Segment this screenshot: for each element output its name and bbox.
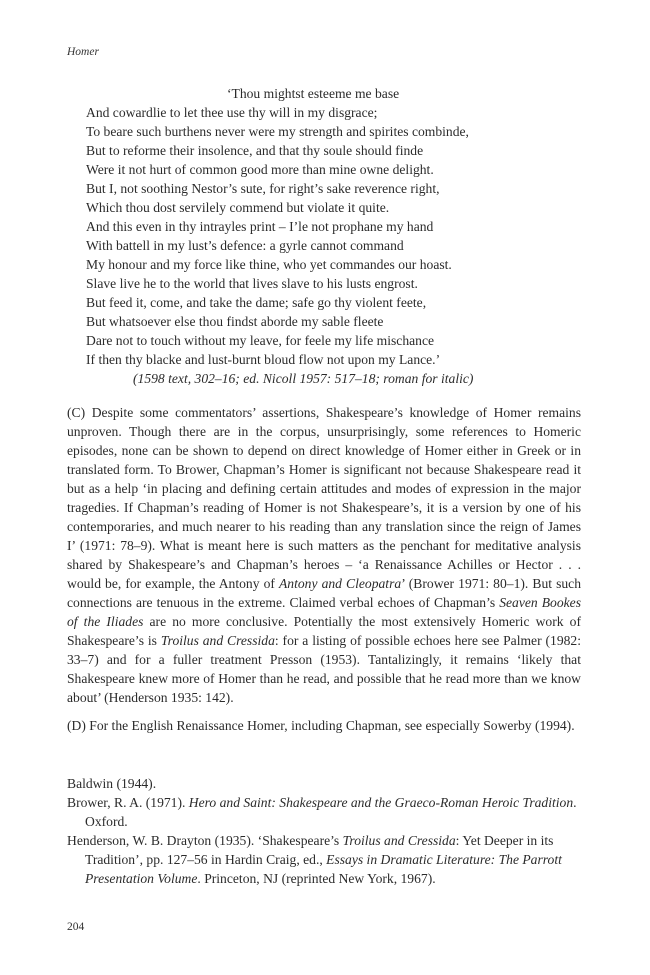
reference-henderson	[67, 831, 581, 888]
reference-text: Brower, R. A. (1971).	[67, 795, 189, 810]
title-seaven-bookes: Seaven Bookes of the Iliades	[67, 595, 581, 629]
verse-line: But I, not soothing Nestor’s sute, for right’s sake reverence right,	[86, 181, 440, 196]
verse-line: To beare such burthens never were my strength and spirites combinde,	[86, 124, 469, 139]
paragraph-c-text: : for a listing of possible echoes here see Palmer (1982: 33–7) and for a fuller treatment Presson (1953). Tantalizingly, it remains ‘likely that Shakespeare knew more of Homer than he read, and possible that he read more than we know about’ (Henderson 1935: 142).	[67, 633, 581, 705]
reference-list	[67, 774, 581, 888]
paragraph-c-text: are no more conclusive. Potentially the most extensively Homeric work of Shakespeare’s is	[67, 614, 581, 648]
reference-title: Troilus and Cressida	[342, 833, 456, 848]
verse-line: My honour and my force like thine, who yet commandes our hoast.	[86, 257, 452, 272]
verse-line: Dare not to touch without my leave, for feele my life mischance	[86, 333, 435, 348]
verse-citation: (1598 text, 302–16; ed. Nicoll 1957: 517–18; roman for italic)	[133, 371, 474, 386]
verse-line: ‘Thou mightst esteeme me base	[227, 86, 400, 101]
verse-line: But whatsoever else thou findst aborde my sable fleete	[86, 314, 384, 329]
page-number: 204	[67, 921, 85, 933]
reference-title: Essays in Dramatic Literature: The Parrott Presentation Volume	[85, 852, 562, 886]
verse-line: But feed it, come, and take the dame; safe go thy violent feete,	[86, 295, 427, 310]
running-head: Homer	[67, 46, 99, 58]
title-troilus-and-cressida: Troilus and Cressida	[160, 633, 275, 648]
reference-brower	[67, 793, 581, 831]
reference-text: . Princeton, NJ (reprinted New York, 1967).	[197, 871, 436, 886]
reference-title: Hero and Saint: Shakespeare and the Graeco-Roman Heroic Tradition	[188, 795, 574, 810]
verse-line: Slave live he to the world that lives slave to his lusts engrost.	[86, 276, 418, 291]
paragraph-d: (D) For the English Renaissance Homer, including Chapman, see especially Sowerby (1994).	[67, 718, 575, 733]
verse-line: Were it not hurt of common good more than mine owne delight.	[86, 162, 434, 177]
verse-line: And cowardlie to let thee use thy will in my disgrace;	[86, 105, 378, 120]
verse-line: And this even in thy intrayles print – I’le not prophane my hand	[86, 219, 434, 234]
paragraph-c	[67, 403, 581, 707]
body-text	[67, 403, 581, 744]
verse-line: If then thy blacke and lust-burnt bloud flow not upon my Lance.’	[86, 352, 441, 367]
paragraph-c-text: (C) Despite some commentators’ assertions, Shakespeare’s knowledge of Homer remains unproven. Though there are in the corpus, unsurprisingly, some references to Homeric episodes, none can be shown to depend on direct knowledge of Homer either in Greek or in translated form. To Brower, Chapman’s Homer is significant not because Shakespeare read it but as a help ‘in placing and defining certain attitudes and modes of expression in the major tragedies. If Chapman’s reading of Homer is not Shakespeare’s, it is a version by one of his contemporaries, and much nearer to his reading than any translation since the reign of James I’ (1971: 78–9). What is meant here is such matters as the penchant for meditative analysis shared by Shakespeare’s and Chapman’s heroes – ‘a Renaissance Achilles or Hector . . . would be, for example, the Antony of	[67, 405, 581, 591]
verse-line: Which thou dost servilely commend but violate it quite.	[86, 200, 390, 215]
reference-baldwin: Baldwin (1944).	[67, 776, 157, 791]
reference-text: . Oxford.	[85, 795, 577, 829]
reference-text: : Yet Deeper in its Tradition’, pp. 127–56 in Hardin Craig, ed.,	[85, 833, 554, 867]
title-antony-and-cleopatra: Antony and Cleopatra	[279, 576, 402, 591]
reference-text: Henderson, W. B. Drayton (1935). ‘Shakespeare’s	[67, 833, 343, 848]
paragraph-c-text: ’ (Brower 1971: 80–1). But such connections are tenuous in the extreme. Claimed verbal echoes of Chapman’s	[67, 576, 582, 610]
verse-line: With battell in my lust’s defence: a gyrle cannot command	[86, 238, 404, 253]
verse-line: But to reforme their insolence, and that thy soule should finde	[86, 143, 424, 158]
verse-quotation	[86, 84, 566, 388]
